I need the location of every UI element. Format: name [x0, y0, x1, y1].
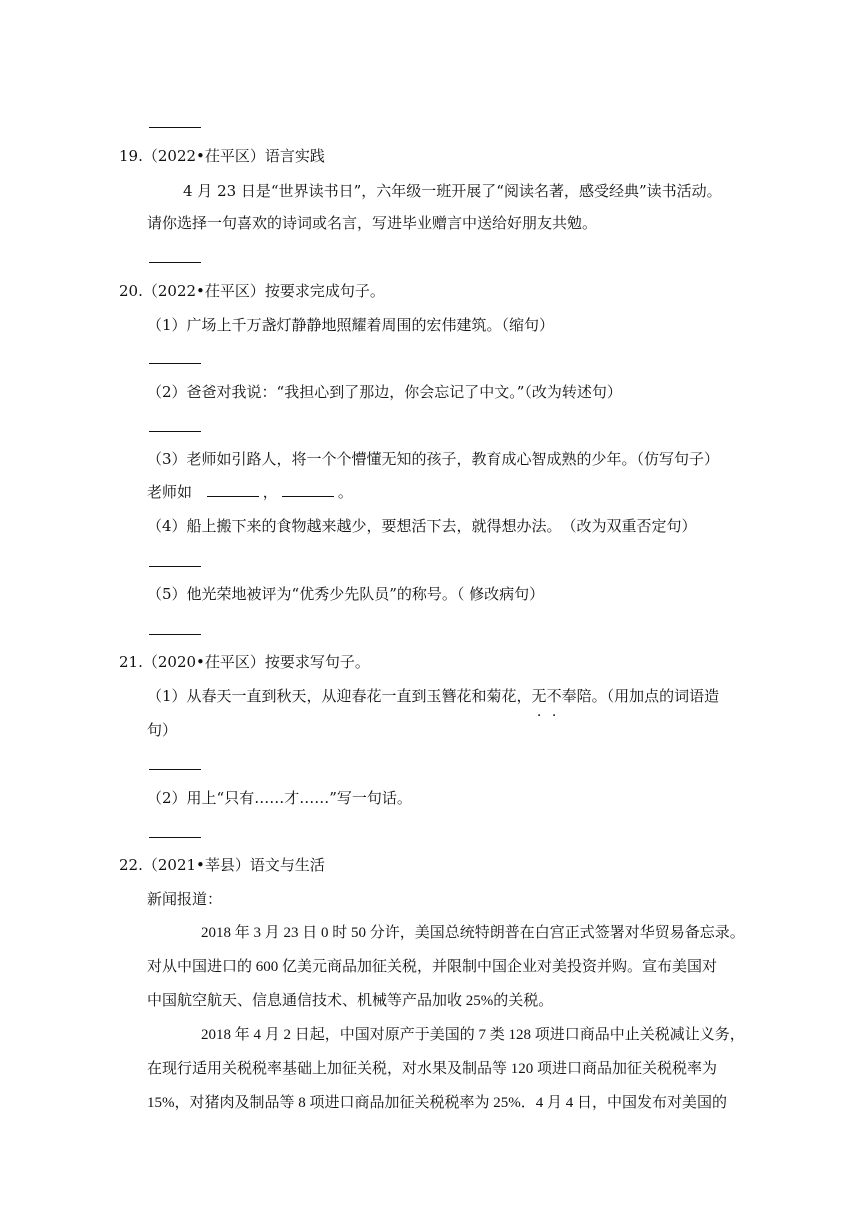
- news-paragraph-line: 2018 年 3 月 23 日 0 时 50 分许，美国总统特朗普在白宫正式签署对华贸易备忘录。: [201, 925, 745, 941]
- news-paragraph-line: 对从中国进口的 600 亿美元商品加征关税，并限制中国企业对美投资并购。宣布美国对: [147, 959, 718, 975]
- item-1-text-start: （1）从春天一直到秋天，从迎春花一直到玉簪花和菊花，: [147, 687, 532, 705]
- question-19-header: 19.（2022•茌平区）语言实践: [119, 147, 325, 165]
- question-21-item-2: （2）用上“只有……才……”写一句话。: [147, 789, 412, 807]
- question-19-paragraph-line: 4 月 23 日是“世界读书日”，六年级一班开展了“阅读名著，感受经典”读书活动。: [183, 182, 722, 200]
- answer-blank[interactable]: [149, 431, 201, 432]
- news-paragraph-line: 15%，对猪肉及制品等 8 项进口商品加征关税税率为 25%．4 月 4 日，中国发布对美国的: [147, 1095, 727, 1111]
- item-1-text-end: 奉陪。（用加点的词语造: [561, 687, 720, 705]
- emphasized-char: 无: [531, 687, 547, 705]
- question-20-item-3-imitation: [147, 481, 353, 503]
- question-20-item-4: （4）船上搬下来的食物越来越少，要想活下去，就得想办法。 （改为双重否定句）: [147, 517, 697, 535]
- emphasized-char: 不: [546, 687, 562, 705]
- news-paragraph-line: 中国航空航天、信息通信技术、机械等产品加收 25%的关税。: [147, 993, 554, 1009]
- news-paragraph-line: 2018 年 4 月 2 日起，中国对原产于美国的 7 类 128 项进口商品中止关税减让义务，: [201, 1027, 745, 1043]
- question-19-paragraph-line: 请你选择一句喜欢的诗词或名言，写进毕业赠言中送给好朋友共勉。: [147, 214, 598, 232]
- question-20-item-1: （1）广场上千万盏灯静静地照耀着周围的宏伟建筑。（缩句）: [147, 316, 555, 334]
- news-paragraph-line: 在现行适用关税税率基础上加征关税，对水果及制品等 120 项进口商品加征关税税率为: [147, 1061, 718, 1077]
- answer-blank[interactable]: [149, 566, 201, 567]
- answer-blank[interactable]: [149, 837, 201, 838]
- question-22-header: 22.（2021•莘县）语文与生活: [119, 856, 325, 874]
- question-20-item-2: （2）爸爸对我说：“我担心到了那边，你会忘记了中文。”（改为转述句）: [147, 383, 622, 401]
- answer-blank[interactable]: [149, 363, 201, 364]
- question-20-header: 20.（2022•茌平区）按要求完成句子。: [119, 282, 385, 300]
- answer-blank[interactable]: [149, 262, 201, 263]
- imitation-end: 。: [337, 483, 353, 501]
- answer-blank[interactable]: [149, 634, 201, 635]
- question-21-header: 21.（2020•茌平区）按要求写句子。: [119, 653, 370, 671]
- answer-blank[interactable]: [149, 127, 201, 128]
- imitation-prefix: 老师如: [147, 483, 193, 501]
- question-20-item-3: （3）老师如引路人，将一个个懵懂无知的孩子，教育成心智成熟的少年。（仿写句子）: [147, 450, 720, 468]
- news-label: 新闻报道：: [147, 890, 223, 908]
- answer-blank[interactable]: [282, 482, 334, 497]
- answer-blank[interactable]: [207, 482, 259, 497]
- question-21-item-1: [147, 685, 719, 707]
- question-20-item-5: （5）他光荣地被评为“优秀少先队员”的称号。（ 修改病句）: [147, 585, 545, 603]
- imitation-comma: ，: [262, 483, 278, 501]
- answer-blank[interactable]: [149, 769, 201, 770]
- question-21-item-1-continued: 句）: [147, 721, 178, 739]
